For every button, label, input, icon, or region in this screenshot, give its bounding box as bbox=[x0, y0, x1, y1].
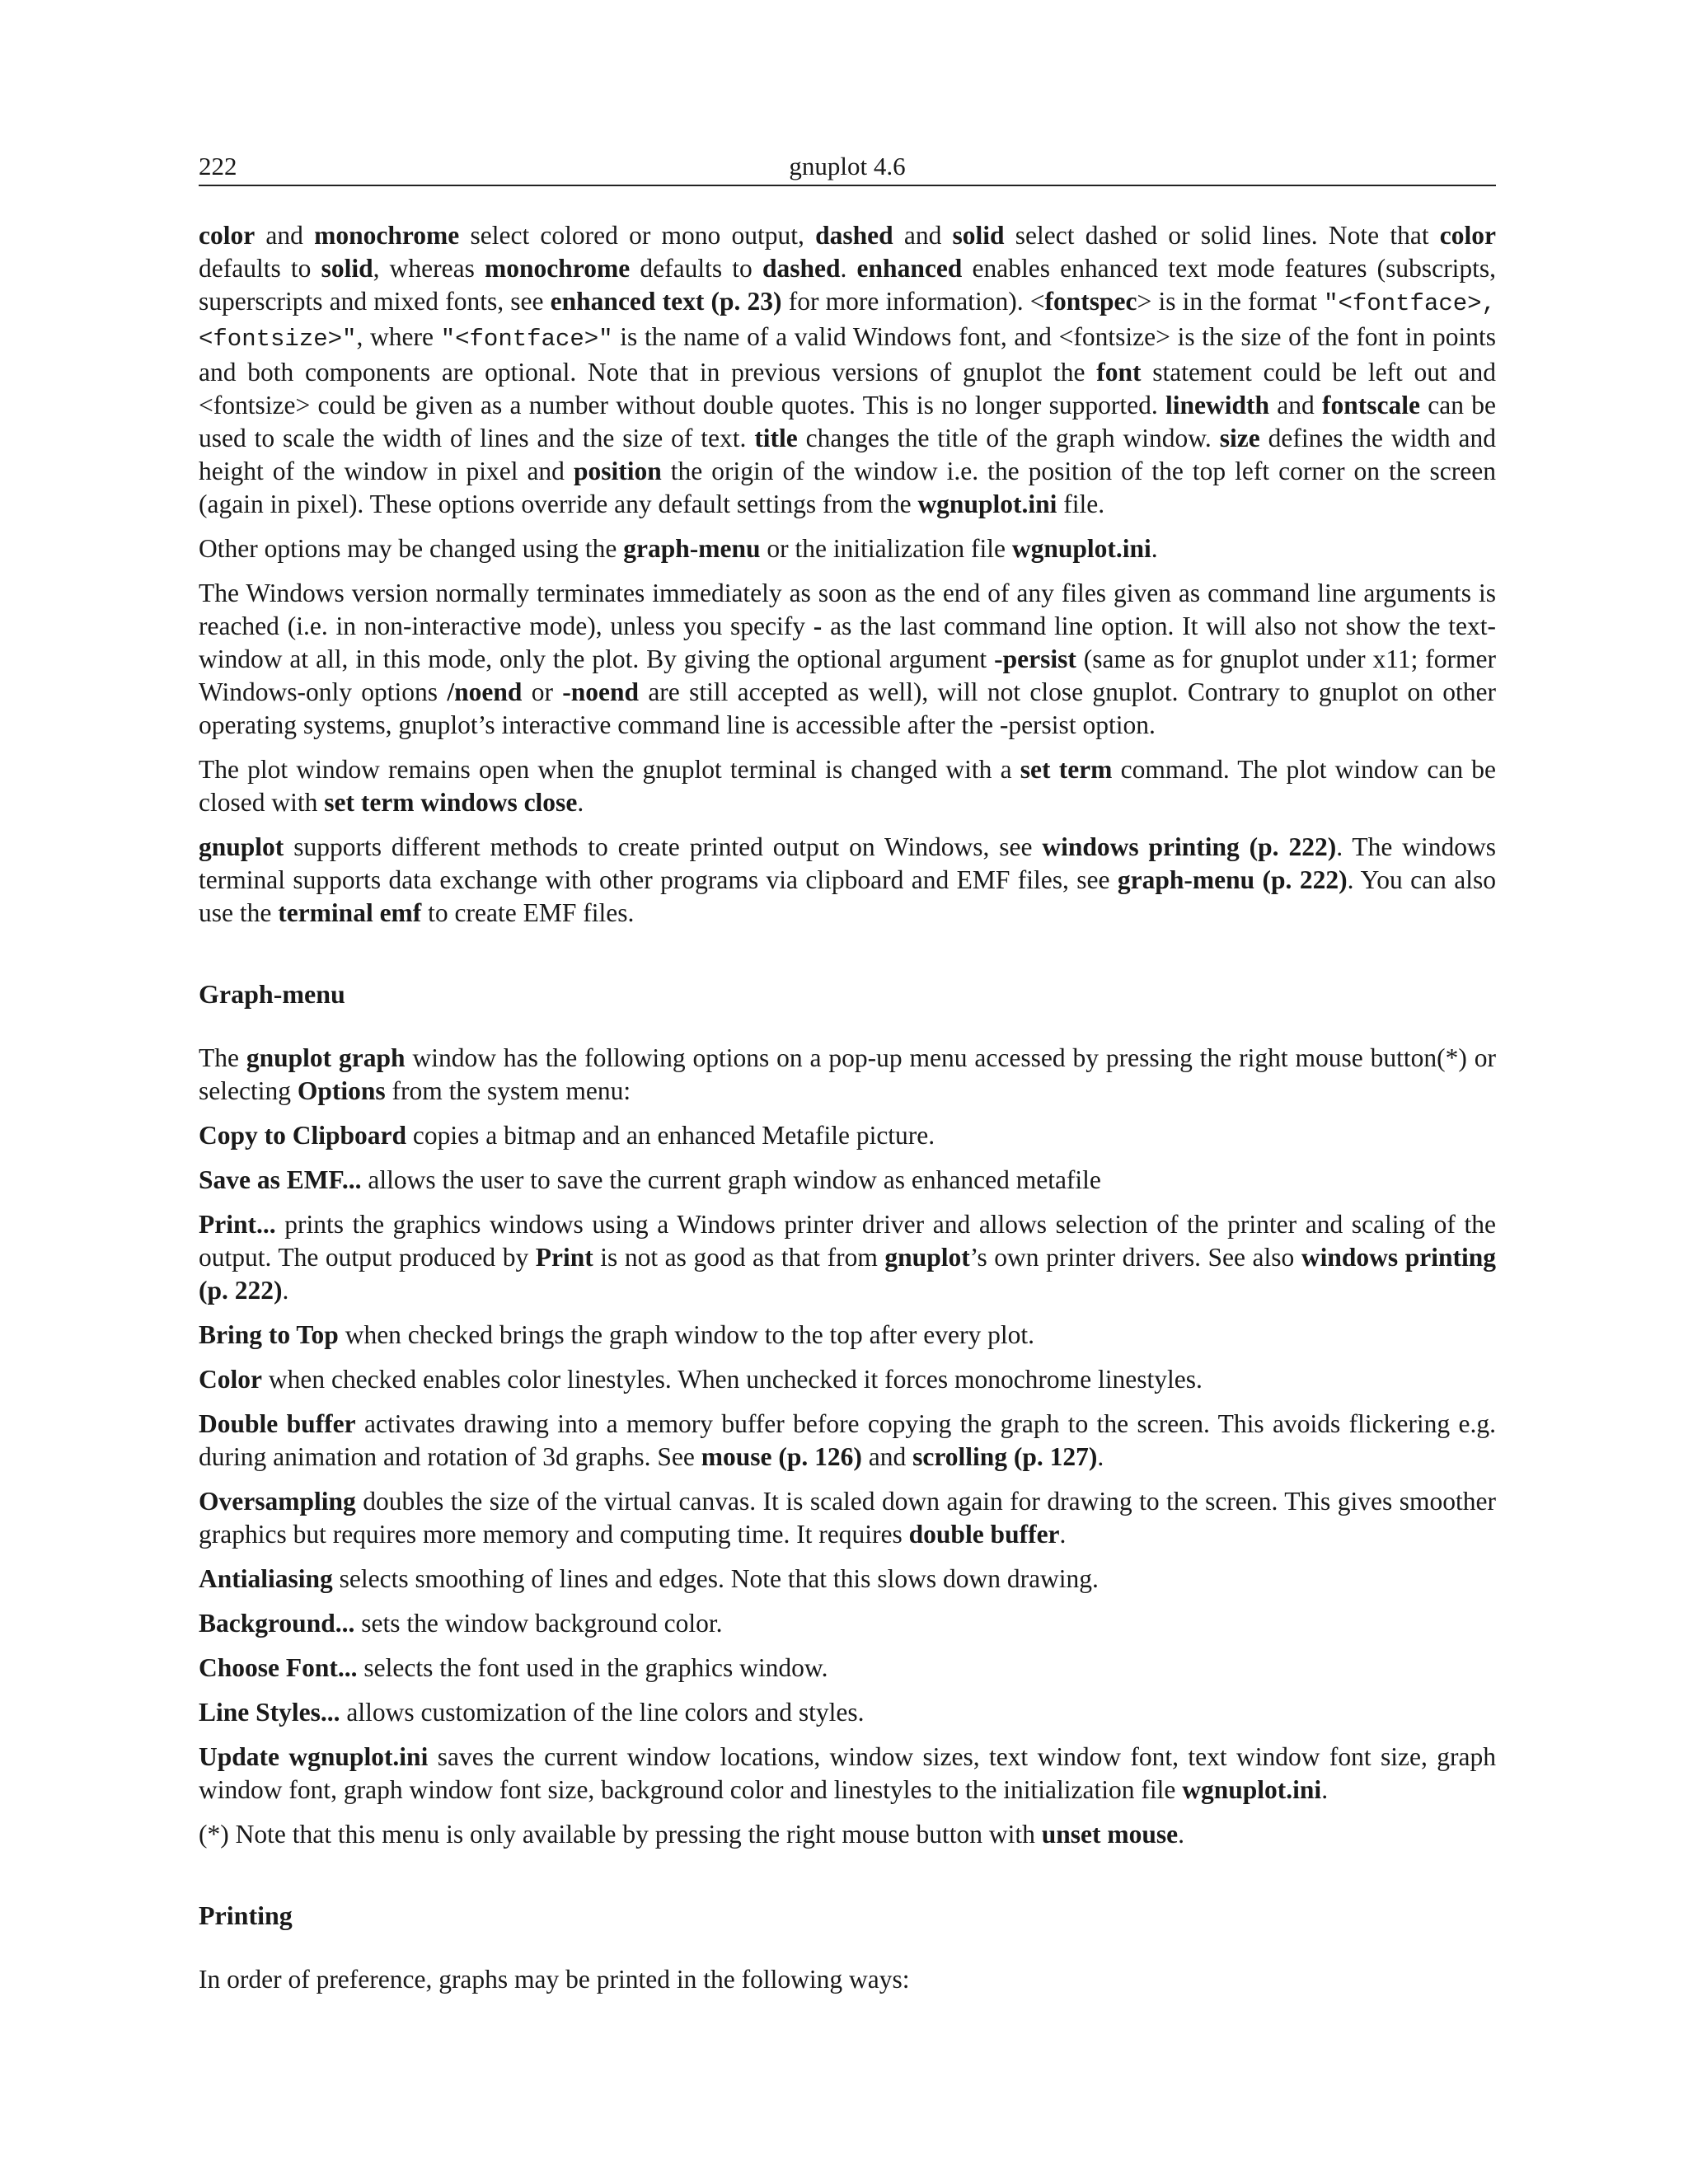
text-run: In order of preference, graphs may be printed in the following ways: bbox=[199, 1965, 910, 1994]
code-text: "<fontface>" bbox=[440, 326, 613, 353]
section-heading-graph-menu: Graph-menu bbox=[199, 979, 345, 1009]
bold-term: set term windows close bbox=[324, 788, 578, 817]
text-run: copies a bitmap and an enhanced Metafile picture. bbox=[406, 1121, 935, 1150]
paragraph bbox=[199, 1963, 1496, 1996]
text-run: . bbox=[577, 788, 584, 817]
text-run: select dashed or solid lines. Note that bbox=[1004, 221, 1440, 250]
bold-term: terminal emf bbox=[278, 898, 422, 927]
text-run: . bbox=[1151, 534, 1158, 563]
bold-term: wgnuplot.ini bbox=[1182, 1775, 1322, 1804]
bold-term: font bbox=[1096, 358, 1142, 387]
bold-term: color bbox=[1439, 221, 1497, 250]
text-run: when checked brings the graph window to the top after every plot. bbox=[338, 1320, 1034, 1349]
text-run: and bbox=[893, 221, 953, 250]
text-run: doubles the size of the virtual canvas. It is scaled down again for drawing to the screen. This gives smoother graphics but requires more memory and computing time. It requires bbox=[199, 1487, 1496, 1549]
text-run: , whereas bbox=[373, 254, 485, 283]
bold-term: title bbox=[754, 424, 798, 452]
text-run: are still accepted as well), will not close gnuplot. Contrary to gnuplot on other operating systems, gnuplot’s interactive command line is accessible after the -persist option. bbox=[199, 677, 1496, 739]
text-run: or the initialization file bbox=[760, 534, 1012, 563]
text-run: defaults to bbox=[199, 254, 321, 283]
text-run: . The windows terminal supports data exchange with other programs via clipboard and EMF files, see bbox=[199, 832, 1496, 894]
bold-term: gnuplot bbox=[199, 832, 284, 861]
text-run: , where bbox=[356, 322, 441, 351]
text-run: or bbox=[522, 677, 563, 706]
text-run: and bbox=[1269, 391, 1323, 419]
bold-term: gnuplot bbox=[884, 1243, 970, 1272]
bold-term: wgnuplot.ini bbox=[1011, 534, 1151, 563]
text-run: and bbox=[861, 1442, 913, 1471]
text-run: allows the user to save the current graph window as enhanced metafile bbox=[361, 1165, 1101, 1194]
bold-term: Double buffer bbox=[199, 1409, 356, 1438]
text-run: command. The plot window can be closed with bbox=[199, 755, 1496, 817]
bold-term: mouse (p. 126) bbox=[701, 1442, 862, 1471]
paragraph bbox=[199, 219, 1496, 521]
section-heading-printing: Printing bbox=[199, 1900, 293, 1930]
menu-option-item bbox=[199, 1408, 1496, 1474]
text-run: (same as for gnuplot under x11; former Windows-only options bbox=[199, 644, 1496, 706]
text-run: is the name of a valid Windows font, and <fontsize> is the size of the font in points and both components are optional. Note that in previous versions of gnuplot the bbox=[199, 322, 1497, 387]
text-run: . You can also use the bbox=[199, 865, 1496, 927]
bold-term: Line Styles... bbox=[199, 1698, 340, 1727]
text-run: > is in the format bbox=[1137, 287, 1325, 316]
bold-term: linewidth bbox=[1165, 391, 1270, 419]
text-run: is not as good as that from bbox=[593, 1243, 885, 1272]
text-run: . bbox=[282, 1276, 289, 1305]
text-run: allows customization of the line colors and styles. bbox=[340, 1698, 865, 1727]
menu-option-item bbox=[199, 1208, 1496, 1307]
text-run: when checked enables color linestyles. When unchecked it forces monochrome linestyles. bbox=[261, 1365, 1203, 1394]
text-run: saves the current window locations, window sizes, text window font, text window font size, graph window font, graph window font size, background color and linestyles to the initialization file bbox=[199, 1742, 1496, 1804]
bold-term: Update wgnuplot.ini bbox=[199, 1742, 429, 1771]
code-text: "<fontface>,<fontsize>" bbox=[199, 290, 1496, 353]
bold-term: graph-menu (p. 222) bbox=[1117, 865, 1348, 894]
text-run: the origin of the window i.e. the position of the top left corner on the screen (again in pixel). These options override any default settings from the bbox=[199, 457, 1496, 518]
text-run: The Windows version normally terminates immediately as soon as the end of any files given as command line arguments is reached (i.e. in non-interactive mode), unless you specify bbox=[199, 579, 1496, 640]
bold-term: fontscale bbox=[1322, 391, 1421, 419]
bold-term: -noend bbox=[562, 677, 640, 706]
bold-term: Color bbox=[199, 1365, 262, 1394]
paragraph bbox=[199, 577, 1496, 742]
menu-option-item bbox=[199, 1119, 1496, 1152]
text-run: ’s own printer drivers. See also bbox=[969, 1243, 1301, 1272]
document-page bbox=[199, 148, 1496, 2008]
text-run: Other options may be changed using the bbox=[199, 534, 624, 563]
bold-term: graph-menu bbox=[623, 534, 761, 563]
bold-term: monochrome bbox=[314, 221, 460, 250]
text-run: for more information). < bbox=[781, 287, 1045, 316]
text-run: select colored or mono output, bbox=[459, 221, 816, 250]
bold-term: scrolling (p. 127) bbox=[912, 1442, 1098, 1471]
text-run: . bbox=[1178, 1820, 1184, 1849]
page-number: 222 bbox=[199, 152, 237, 180]
bold-term: color bbox=[199, 221, 256, 250]
bold-term: Oversampling bbox=[199, 1487, 356, 1516]
text-run: prints the graphics windows using a Windows printer driver and allows selection of the printer and scaling of the output. The output produced by bbox=[199, 1210, 1496, 1272]
text-run: defaults to bbox=[630, 254, 762, 283]
paragraph bbox=[199, 1042, 1496, 1108]
menu-option-item bbox=[199, 1741, 1496, 1807]
paragraph bbox=[199, 532, 1496, 565]
menu-option-list bbox=[199, 1119, 1496, 1851]
menu-option-item bbox=[199, 1485, 1496, 1551]
bold-term: Save as EMF... bbox=[199, 1165, 362, 1194]
text-run: defines the width and height of the window in pixel and bbox=[199, 424, 1496, 485]
bold-term: fontspec bbox=[1044, 287, 1137, 316]
bold-term: Copy to Clipboard bbox=[199, 1121, 407, 1150]
bold-term: monochrome bbox=[485, 254, 631, 283]
page-header bbox=[199, 148, 1496, 186]
paragraph bbox=[199, 831, 1496, 930]
text-run: activates drawing into a memory buffer before copying the graph to the screen. This avoids flickering e.g. during animation and rotation of 3d graphs. See bbox=[199, 1409, 1496, 1471]
bold-term: Choose Font... bbox=[199, 1653, 358, 1682]
text-run: file. bbox=[1057, 490, 1105, 518]
bold-term: - bbox=[813, 612, 823, 640]
bold-term: gnuplot graph bbox=[246, 1043, 406, 1072]
text-run: to create EMF files. bbox=[421, 898, 635, 927]
text-run: The plot window remains open when the gnuplot terminal is changed with a bbox=[199, 755, 1020, 784]
bold-term: Antialiasing bbox=[199, 1564, 333, 1593]
text-run: . bbox=[840, 254, 857, 283]
page-body bbox=[199, 219, 1496, 1996]
menu-option-item bbox=[199, 1363, 1496, 1396]
text-run: from the system menu: bbox=[385, 1076, 631, 1105]
paragraph bbox=[199, 753, 1496, 819]
text-run: and bbox=[255, 221, 315, 250]
menu-option-item bbox=[199, 1652, 1496, 1685]
menu-option-item bbox=[199, 1164, 1496, 1197]
bold-term: wgnuplot.ini bbox=[917, 490, 1057, 518]
menu-option-item bbox=[199, 1319, 1496, 1352]
bold-term: windows printing (p. 222) bbox=[199, 1243, 1496, 1305]
bold-term: dashed bbox=[815, 221, 893, 250]
bold-term: Bring to Top bbox=[199, 1320, 339, 1349]
text-run: changes the title of the graph window. bbox=[797, 424, 1220, 452]
running-title: gnuplot 4.6 bbox=[789, 152, 906, 180]
text-run: enables enhanced text mode features (subscripts, superscripts and mixed fonts, see bbox=[199, 254, 1497, 316]
bold-term: Options bbox=[297, 1076, 386, 1105]
menu-option-item bbox=[199, 1607, 1496, 1640]
bold-term: solid bbox=[321, 254, 373, 283]
bold-term: double buffer bbox=[908, 1520, 1060, 1549]
bold-term: Print bbox=[535, 1243, 593, 1272]
bold-term: windows printing (p. 222) bbox=[1042, 832, 1337, 861]
text-run: The bbox=[199, 1043, 246, 1072]
menu-option-item bbox=[199, 1818, 1496, 1851]
bold-term: unset mouse bbox=[1041, 1820, 1179, 1849]
text-run: as the last command line option. It will also not show the text-window at all, in this mode, only the plot. By giving the optional argument bbox=[199, 612, 1496, 673]
bold-term: Print... bbox=[199, 1210, 276, 1239]
menu-option-item bbox=[199, 1696, 1496, 1729]
bold-term: set term bbox=[1020, 755, 1113, 784]
text-run: (*) Note that this menu is only available by pressing the right mouse button with bbox=[199, 1820, 1042, 1849]
text-run: sets the window background color. bbox=[354, 1609, 723, 1638]
bold-term: enhanced text (p. 23) bbox=[550, 287, 782, 316]
bold-term: dashed bbox=[762, 254, 841, 283]
text-run: . bbox=[1059, 1520, 1067, 1549]
bold-term: /noend bbox=[447, 677, 523, 706]
text-run: selects the font used in the graphics window. bbox=[357, 1653, 828, 1682]
text-run: . bbox=[1097, 1442, 1104, 1471]
text-run: can be used to scale the width of lines and the size of text. bbox=[199, 391, 1496, 452]
text-run: . bbox=[1321, 1775, 1329, 1804]
bold-term: position bbox=[573, 457, 662, 485]
text-run: window has the following options on a pop-up menu accessed by pressing the right mouse button(*) or selecting bbox=[199, 1043, 1496, 1105]
bold-term: solid bbox=[952, 221, 1005, 250]
bold-term: enhanced bbox=[856, 254, 963, 283]
text-run: supports different methods to create printed output on Windows, see bbox=[284, 832, 1043, 861]
bold-term: Background... bbox=[199, 1609, 355, 1638]
menu-option-item bbox=[199, 1563, 1496, 1596]
bold-term: size bbox=[1219, 424, 1260, 452]
text-run: selects smoothing of lines and edges. Note that this slows down drawing. bbox=[332, 1564, 1099, 1593]
text-run: statement could be left out and <fontsize> could be given as a number without double quotes. This is no longer supported. bbox=[199, 358, 1496, 419]
bold-term: -persist bbox=[994, 644, 1076, 673]
